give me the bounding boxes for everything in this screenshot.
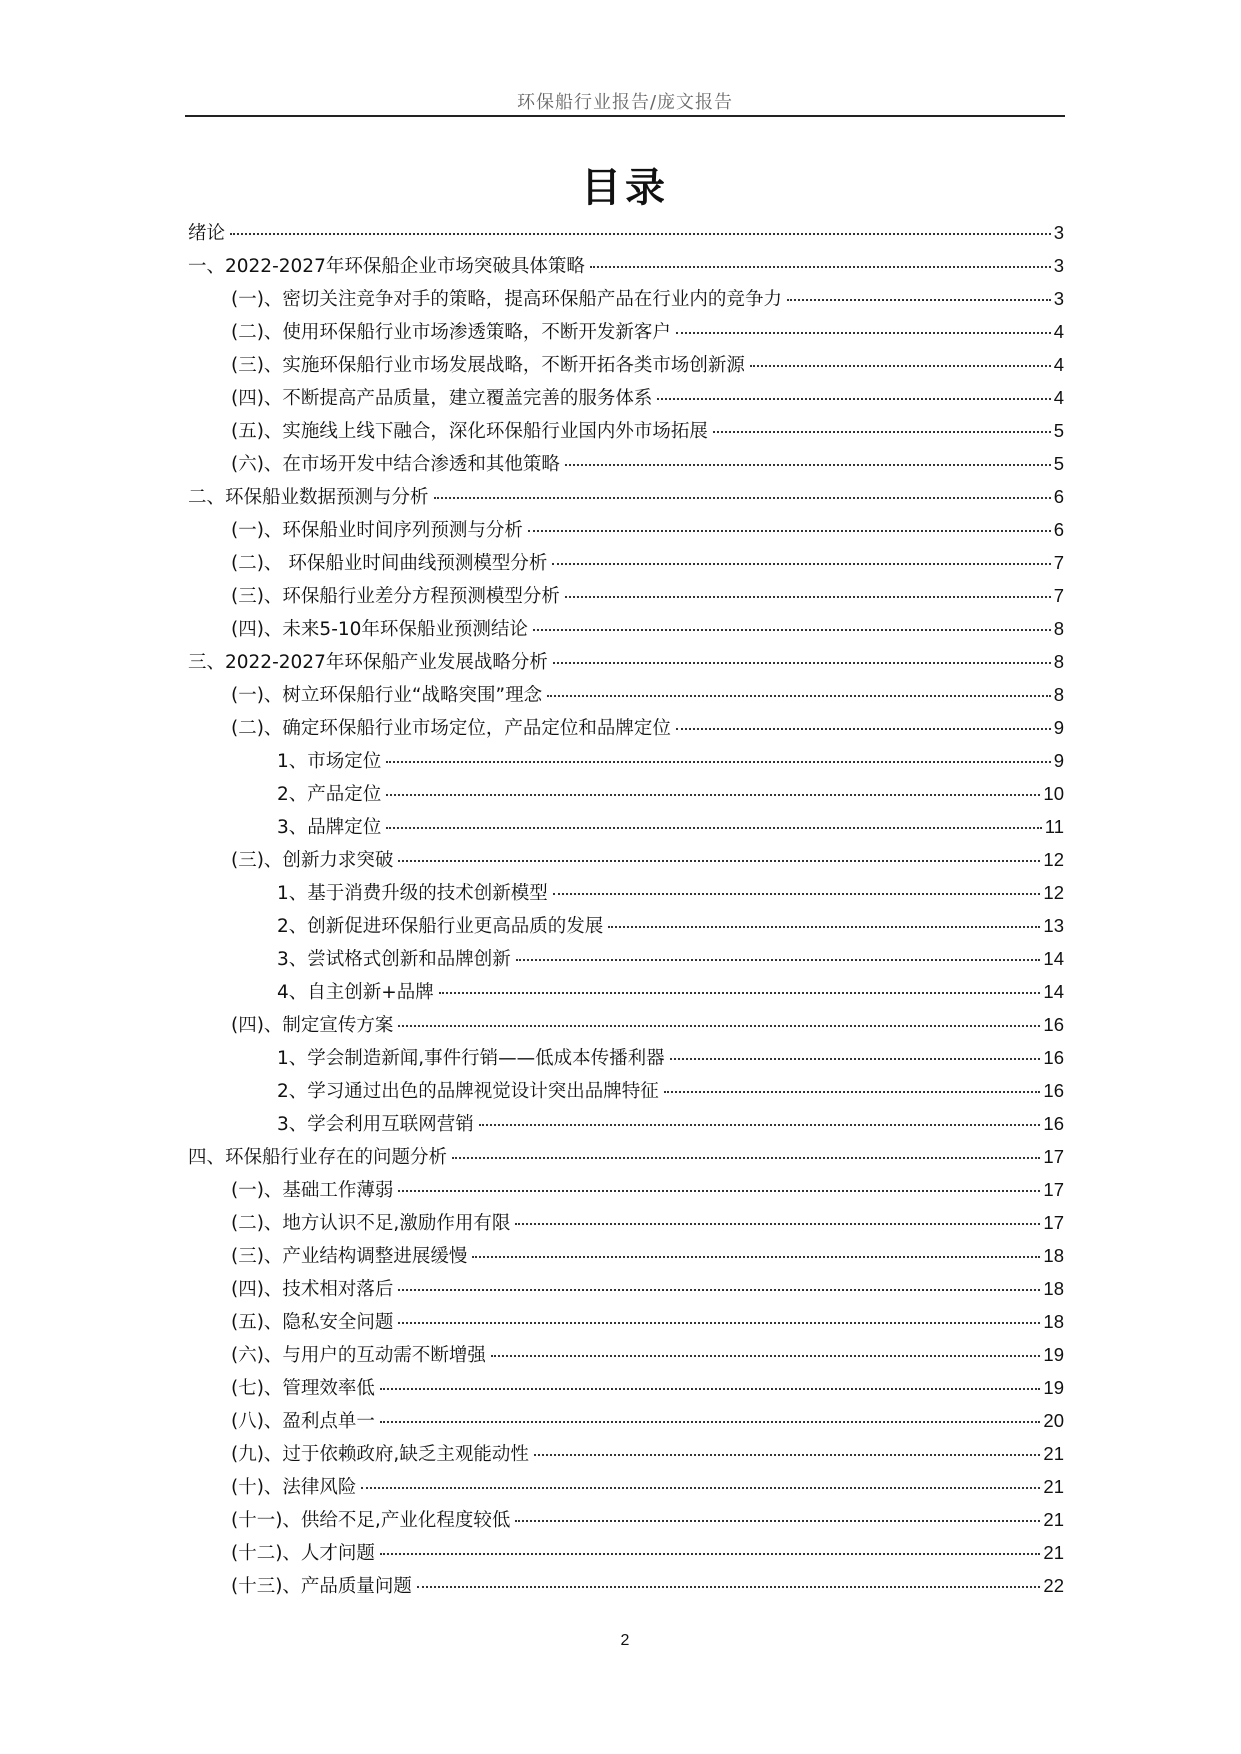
toc-entry[interactable] (188, 1176, 1064, 1209)
toc-entry[interactable] (188, 1506, 1064, 1539)
toc-entry-text: (四)、未来5-10年环保船业预测结论 (231, 619, 528, 640)
dot-leader (398, 1322, 1040, 1324)
toc-entry-page-number: 18 (1043, 1278, 1064, 1299)
toc-entry-page-number: 18 (1043, 1311, 1064, 1332)
toc-entry-text: 2、创新促进环保船行业更高品质的发展 (277, 916, 604, 937)
toc-entry-page-number: 7 (1053, 585, 1064, 606)
toc-entry-text: (十三)、产品质量问题 (231, 1576, 412, 1597)
dot-leader (516, 959, 1041, 961)
toc-entry[interactable] (188, 516, 1064, 549)
toc-entry-page-number: 14 (1043, 981, 1064, 1002)
toc-entry-text: (五)、隐私安全问题 (231, 1312, 394, 1333)
table-of-contents (188, 219, 1064, 1605)
toc-entry-text: 四、环保船行业存在的问题分析 (188, 1147, 448, 1168)
toc-entry-text: 4、自主创新+品牌 (277, 982, 434, 1003)
dot-leader (479, 1124, 1041, 1126)
toc-entry-text: 三、2022-2027年环保船产业发展战略分析 (188, 652, 548, 673)
toc-entry[interactable] (188, 384, 1064, 417)
dot-leader (398, 860, 1040, 862)
dot-leader (380, 1553, 1040, 1555)
toc-entry-text: (三)、产业结构调整进展缓慢 (231, 1246, 468, 1267)
toc-entry-page-number: 5 (1053, 453, 1064, 474)
dot-leader (386, 761, 1050, 763)
toc-entry[interactable] (188, 879, 1064, 912)
toc-entry-page-number: 11 (1044, 816, 1064, 837)
toc-entry[interactable] (188, 219, 1064, 252)
toc-entry-page-number: 4 (1053, 387, 1064, 408)
toc-entry[interactable] (188, 681, 1064, 714)
toc-entry-page-number: 9 (1053, 750, 1064, 771)
header-rule (185, 115, 1065, 117)
toc-entry[interactable] (188, 252, 1064, 285)
toc-entry-text: 3、尝试格式创新和品牌创新 (277, 949, 511, 970)
dot-leader (398, 1025, 1040, 1027)
toc-entry-text: (一)、密切关注竞争对手的策略，提高环保船产品在行业内的竞争力 (231, 289, 782, 310)
toc-entry[interactable] (188, 912, 1064, 945)
toc-entry-text: (二)、使用环保船行业市场渗透策略，不断开发新客户 (231, 322, 671, 343)
dot-leader (553, 893, 1041, 895)
toc-entry[interactable] (188, 582, 1064, 615)
running-header: 环保船行业报告/庞文报告 (516, 92, 734, 113)
dot-leader (439, 992, 1041, 994)
dot-leader (528, 530, 1051, 532)
toc-entry[interactable] (188, 1209, 1064, 1242)
dot-leader (787, 299, 1051, 301)
toc-entry[interactable] (188, 1143, 1064, 1176)
toc-entry-page-number: 8 (1053, 651, 1064, 672)
toc-entry[interactable] (188, 1308, 1064, 1341)
toc-entry-page-number: 13 (1043, 915, 1064, 936)
dot-leader (230, 233, 1051, 235)
dot-leader (553, 662, 1051, 664)
toc-entry-page-number: 17 (1043, 1212, 1064, 1233)
toc-entry[interactable] (188, 945, 1064, 978)
toc-entry[interactable] (188, 483, 1064, 516)
toc-entry-text: (三)、创新力求突破 (231, 850, 394, 871)
toc-entry[interactable] (188, 1077, 1064, 1110)
toc-entry[interactable] (188, 780, 1064, 813)
toc-entry-page-number: 6 (1053, 486, 1064, 507)
toc-entry-page-number: 21 (1043, 1542, 1064, 1563)
dot-leader (590, 266, 1051, 268)
dot-leader (386, 827, 1042, 829)
dot-leader (657, 398, 1050, 400)
toc-entry-text: 3、学会利用互联网营销 (277, 1114, 474, 1135)
toc-entry-text: (三)、环保船行业差分方程预测模型分析 (231, 586, 560, 607)
toc-title: 目录 (581, 165, 669, 211)
toc-entry[interactable] (188, 1044, 1064, 1077)
toc-entry-page-number: 14 (1043, 948, 1064, 969)
toc-entry-text: 1、基于消费升级的技术创新模型 (277, 883, 548, 904)
dot-leader (386, 794, 1040, 796)
toc-entry-text: (六)、与用户的互动需不断增强 (231, 1345, 486, 1366)
toc-entry-page-number: 16 (1043, 1113, 1064, 1134)
dot-leader (398, 1289, 1040, 1291)
toc-entry-page-number: 18 (1043, 1245, 1064, 1266)
dot-leader (552, 563, 1050, 565)
toc-entry-text: (一)、树立环保船行业“战略突围”理念 (231, 685, 543, 706)
toc-entry[interactable] (188, 747, 1064, 780)
toc-entry[interactable] (188, 1440, 1064, 1473)
dot-leader (361, 1487, 1040, 1489)
toc-entry[interactable] (188, 1473, 1064, 1506)
dot-leader (670, 1058, 1041, 1060)
dot-leader (534, 1454, 1041, 1456)
toc-entry[interactable] (188, 1242, 1064, 1275)
toc-entry-page-number: 22 (1043, 1575, 1064, 1596)
toc-entry-page-number: 9 (1053, 717, 1064, 738)
toc-entry-text: 2、学习通过出色的品牌视觉设计突出品牌特征 (277, 1081, 659, 1102)
dot-leader (676, 728, 1051, 730)
toc-entry-text: (七)、管理效率低 (231, 1378, 375, 1399)
dot-leader (608, 926, 1040, 928)
dot-leader (713, 431, 1051, 433)
toc-entry[interactable] (188, 1374, 1064, 1407)
dot-leader (434, 497, 1051, 499)
toc-entry-page-number: 17 (1043, 1179, 1064, 1200)
toc-entry[interactable] (188, 1110, 1064, 1143)
toc-entry[interactable] (188, 351, 1064, 384)
dot-leader (472, 1256, 1040, 1258)
dot-leader (491, 1355, 1040, 1357)
toc-entry-page-number: 8 (1053, 684, 1064, 705)
toc-entry-text: (一)、环保船业时间序列预测与分析 (231, 520, 523, 541)
toc-entry-text: (五)、实施线上线下融合，深化环保船行业国内外市场拓展 (231, 421, 708, 442)
toc-entry-text: (一)、基础工作薄弱 (231, 1180, 394, 1201)
toc-entry[interactable] (188, 846, 1064, 879)
dot-leader (515, 1520, 1040, 1522)
toc-entry-page-number: 16 (1043, 1080, 1064, 1101)
dot-leader (565, 596, 1051, 598)
toc-entry-page-number: 12 (1043, 849, 1064, 870)
page-number: 2 (620, 1632, 630, 1649)
toc-entry-page-number: 21 (1043, 1443, 1064, 1464)
toc-entry-text: (十二)、人才问题 (231, 1543, 375, 1564)
toc-entry-text: 1、市场定位 (277, 751, 382, 772)
toc-entry-text: (八)、盈利点单一 (231, 1411, 375, 1432)
toc-entry-text: (四)、不断提高产品质量，建立覆盖完善的服务体系 (231, 388, 653, 409)
toc-entry[interactable] (188, 1341, 1064, 1374)
toc-entry[interactable] (188, 1572, 1064, 1605)
toc-entry-page-number: 6 (1053, 519, 1064, 540)
toc-entry-page-number: 4 (1053, 354, 1064, 375)
toc-entry[interactable] (188, 1407, 1064, 1440)
toc-entry[interactable] (188, 450, 1064, 483)
toc-entry-page-number: 3 (1053, 288, 1064, 309)
toc-entry-page-number: 7 (1053, 552, 1064, 573)
toc-entry-page-number: 21 (1043, 1476, 1064, 1497)
toc-entry[interactable] (188, 318, 1064, 351)
toc-entry[interactable] (188, 648, 1064, 681)
toc-entry[interactable] (188, 813, 1064, 846)
toc-entry[interactable] (188, 285, 1064, 318)
toc-entry-page-number: 5 (1053, 420, 1064, 441)
toc-entry-page-number: 17 (1043, 1146, 1064, 1167)
toc-entry-page-number: 12 (1043, 882, 1064, 903)
toc-entry-text: 二、环保船业数据预测与分析 (188, 487, 429, 508)
toc-entry-page-number: 4 (1053, 321, 1064, 342)
toc-entry[interactable] (188, 1275, 1064, 1308)
toc-entry-text: (二)、 环保船业时间曲线预测模型分析 (231, 553, 548, 574)
toc-entry-text: 1、学会制造新闻,事件行销——低成本传播利器 (277, 1048, 665, 1069)
dot-leader (676, 332, 1051, 334)
toc-entry-text: (十)、法律风险 (231, 1477, 357, 1498)
toc-entry[interactable] (188, 1539, 1064, 1572)
toc-entry[interactable] (188, 417, 1064, 450)
dot-leader (380, 1388, 1040, 1390)
dot-leader (750, 365, 1051, 367)
toc-entry-text: (二)、地方认识不足,激励作用有限 (231, 1213, 511, 1234)
dot-leader (398, 1190, 1040, 1192)
dot-leader (664, 1091, 1041, 1093)
toc-entry[interactable] (188, 549, 1064, 582)
toc-entry-page-number: 16 (1043, 1014, 1064, 1035)
toc-entry-page-number: 21 (1043, 1509, 1064, 1530)
toc-entry-page-number: 19 (1043, 1377, 1064, 1398)
dot-leader (515, 1223, 1040, 1225)
toc-entry[interactable] (188, 1011, 1064, 1044)
toc-entry[interactable] (188, 978, 1064, 1011)
toc-entry-page-number: 16 (1043, 1047, 1064, 1068)
toc-entry[interactable] (188, 615, 1064, 648)
dot-leader (380, 1421, 1040, 1423)
toc-entry-text: (九)、过于依赖政府,缺乏主观能动性 (231, 1444, 529, 1465)
toc-entry[interactable] (188, 714, 1064, 747)
toc-entry-text: (四)、制定宣传方案 (231, 1015, 394, 1036)
toc-entry-page-number: 8 (1053, 618, 1064, 639)
toc-entry-text: (六)、在市场开发中结合渗透和其他策略 (231, 454, 560, 475)
dot-leader (533, 629, 1051, 631)
toc-entry-text: 一、2022-2027年环保船企业市场突破具体策略 (188, 256, 585, 277)
dot-leader (565, 464, 1051, 466)
toc-entry-page-number: 10 (1043, 783, 1064, 804)
toc-entry-page-number: 3 (1053, 222, 1064, 243)
dot-leader (417, 1586, 1040, 1588)
toc-entry-page-number: 3 (1053, 255, 1064, 276)
toc-entry-page-number: 19 (1043, 1344, 1064, 1365)
dot-leader (452, 1157, 1040, 1159)
toc-entry-text: (二)、确定环保船行业市场定位，产品定位和品牌定位 (231, 718, 671, 739)
toc-entry-text: (四)、技术相对落后 (231, 1279, 394, 1300)
toc-entry-text: 3、品牌定位 (277, 817, 382, 838)
toc-entry-page-number: 20 (1043, 1410, 1064, 1431)
toc-entry-text: 2、产品定位 (277, 784, 382, 805)
toc-entry-text: (十一)、供给不足,产业化程度较低 (231, 1510, 511, 1531)
toc-entry-text: 绪论 (188, 223, 226, 244)
toc-entry-text: (三)、实施环保船行业市场发展战略，不断开拓各类市场创新源 (231, 355, 745, 376)
dot-leader (547, 695, 1051, 697)
